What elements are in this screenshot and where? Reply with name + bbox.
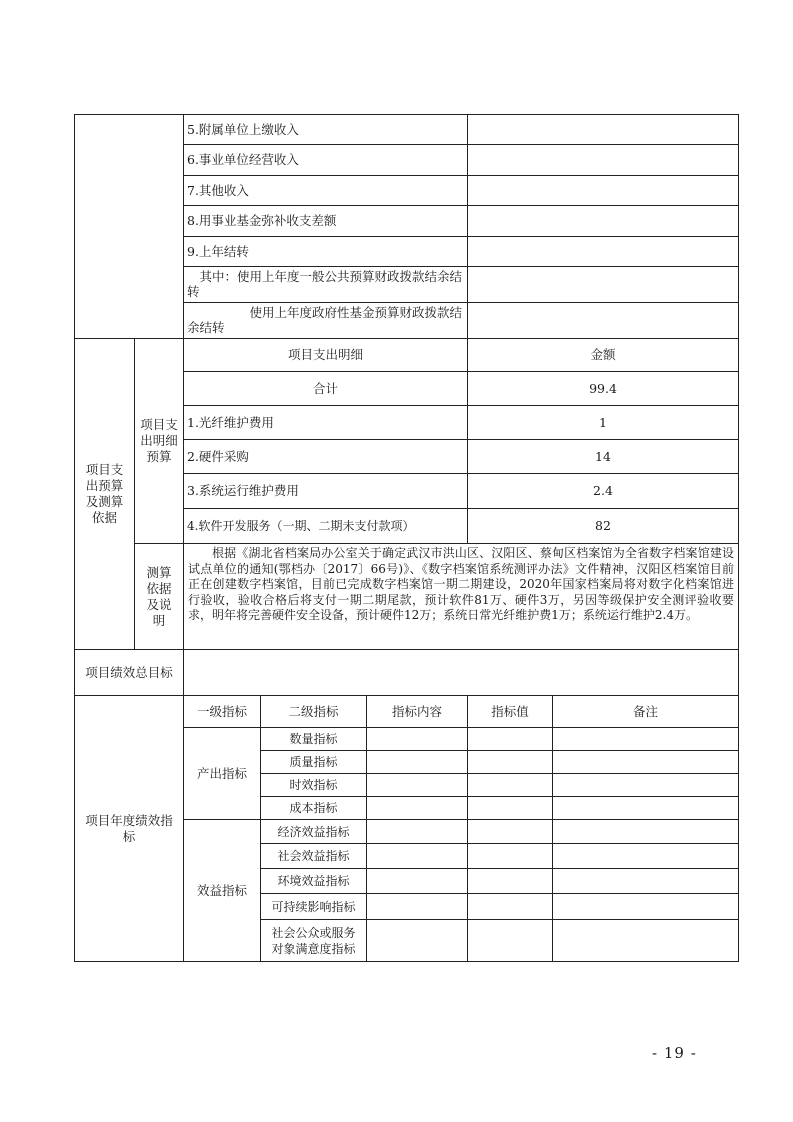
page-number: - 19 - — [652, 1044, 697, 1062]
expense-section-label: 项目支出预算及测算依据 — [85, 462, 124, 525]
rule — [366, 695, 367, 962]
output-indicator-label: 产出指标 — [196, 765, 247, 781]
header-value: 指标值 — [491, 703, 529, 719]
income-row: 9.上年结转 — [187, 243, 249, 259]
rule — [738, 114, 739, 962]
expense-item-amount: 82 — [595, 518, 611, 533]
basis-label: 测算依据及说明 — [146, 564, 172, 628]
expense-item-name: 1.光纤维护费用 — [187, 414, 274, 430]
income-row: 5.附属单位上缴收入 — [187, 121, 299, 137]
output-indicator-item: 质量指标 — [289, 755, 338, 769]
basis-text: 根据《湖北省档案局办公室关于确定武汉市洪山区、汉阳区、蔡甸区档案馆为全省数字档案馆建设试点单位的通知(鄂档办〔2017〕66号)》、《数字档案馆系统测评办法》文件精神，汉阳区档案馆目前正在创建数字档案馆，目前已完成数字档案馆一期二期建设，2020年国家档案局将对数字化档案馆进行验收，验收合格后将支付一期二期尾款，预计软件81万、硬件3万，另因等级保护安全测评验收要求，明年将完善硬件安全设备，预计硬件12万；系统日常光纤维护费1万；系统运行维护2.4万。 — [188, 546, 734, 622]
benefit-indicator-item: 社会效益指标 — [277, 849, 350, 863]
benefit-indicator-item: 可持续影响指标 — [271, 899, 356, 914]
benefit-indicator-item: 环境效益指标 — [277, 874, 350, 888]
benefit-indicator-item: 社会公众或服务对象满意度指标 — [271, 925, 356, 956]
rule — [467, 695, 468, 962]
income-row-carryover-general: 其中：使用上年度一般公共预算财政拨款结余结转 — [187, 269, 463, 299]
header-remark: 备注 — [632, 703, 658, 719]
col-header-detail: 项目支出明细 — [287, 347, 363, 362]
expense-item-name: 3.系统运行维护费用 — [187, 483, 299, 498]
expense-item-name: 合计 — [312, 380, 338, 396]
income-row: 8.用事业基金弥补收支差额 — [187, 213, 337, 228]
performance-label: 项目年度绩效指标 — [85, 812, 173, 844]
col-header-amount: 金额 — [590, 347, 616, 362]
detail-budget-label: 项目支出明细预算 — [140, 417, 178, 464]
expense-item-name: 2.硬件采购 — [187, 448, 249, 464]
header-content: 指标内容 — [391, 703, 442, 719]
output-indicator-item: 数量指标 — [289, 732, 338, 746]
output-indicator-item: 成本指标 — [289, 801, 338, 815]
benefit-indicator-label: 效益指标 — [196, 882, 247, 898]
expense-item-amount: 1 — [599, 414, 607, 430]
expense-item-amount: 2.4 — [593, 483, 613, 498]
income-row: 6.事业单位经营收入 — [187, 152, 299, 167]
expense-item-name: 4.软件开发服务（一期、二期未支付款项） — [187, 519, 415, 533]
benefit-indicator-item: 经济效益指标 — [277, 824, 350, 839]
rule — [467, 114, 468, 338]
income-row-carryover-fund: 使用上年度政府性基金预算财政拨款结余结转 — [187, 305, 463, 335]
expense-item-amount: 14 — [595, 448, 611, 464]
expense-item-amount: 99.4 — [589, 380, 617, 396]
header-level2: 二级指标 — [288, 703, 339, 719]
rule — [552, 695, 553, 962]
income-row: 7.其他收入 — [187, 182, 249, 198]
output-indicator-item: 时效指标 — [289, 778, 338, 792]
header-level1: 一级指标 — [196, 703, 247, 719]
rule — [74, 961, 739, 962]
goal-label: 项目绩效总目标 — [85, 664, 173, 680]
